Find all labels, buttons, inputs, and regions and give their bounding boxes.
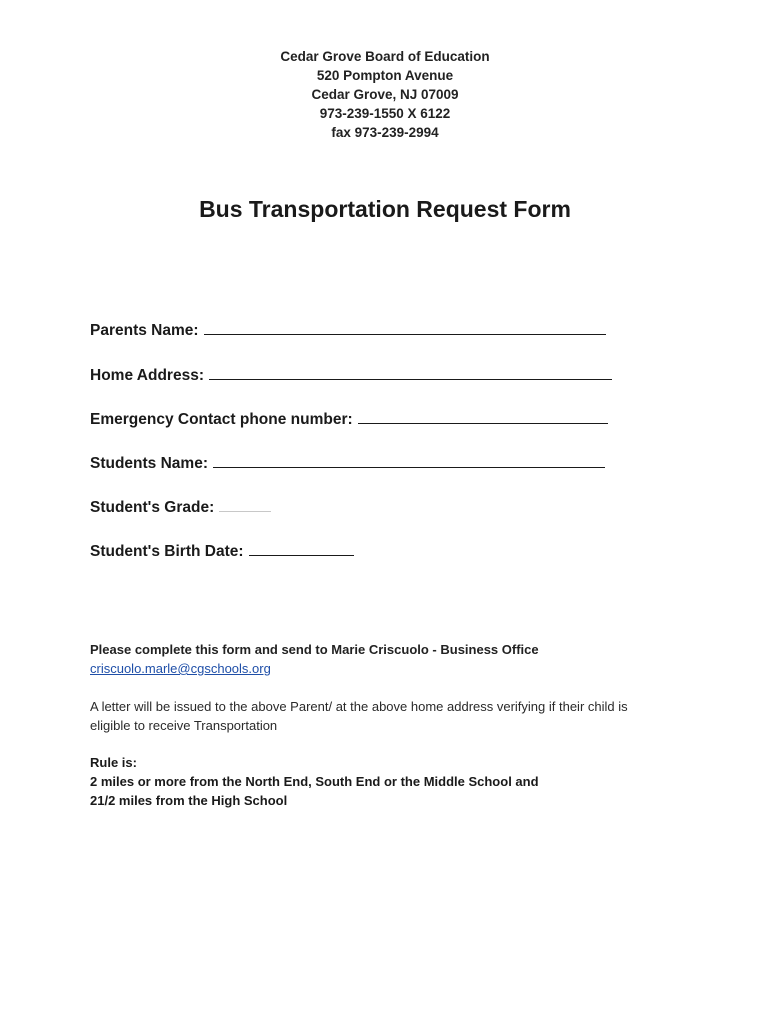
letterhead [0,47,770,142]
home-address-field[interactable] [90,367,612,385]
home-address-label: Home Address: [90,367,204,384]
eligibility-rule [90,753,690,810]
email-link[interactable]: criscuolo.marle@cgschools.org [90,661,271,676]
eligibility-note: A letter will be issued to the above Parent/ at the above home address verifying if their child is eligible to receive Transportation [90,699,628,733]
submission-instructions [90,640,690,678]
phone-number: 973-239-1550 X 6122 [319,106,451,121]
emergency-phone-label: Emergency Contact phone number: [90,411,353,428]
birth-date-field[interactable] [90,543,354,561]
emergency-phone-field[interactable] [90,411,608,429]
org-name: Cedar Grove Board of Education [280,49,490,64]
street-address: 520 Pompton Avenue [316,68,454,83]
home-address-blank[interactable] [209,367,612,380]
city-state-zip: Cedar Grove, NJ 07009 [311,87,459,102]
students-name-field[interactable] [90,455,605,473]
rule-line-1: 2 miles or more from the North End, South End or the Middle School and [90,774,539,789]
students-grade-field[interactable] [90,499,271,517]
fax-number: fax 973-239-2994 [331,125,439,140]
students-grade-label: Student's Grade: [90,499,215,516]
emergency-phone-blank[interactable] [358,411,608,424]
students-name-blank[interactable] [213,455,605,468]
parents-name-field[interactable] [90,322,606,340]
birth-date-blank[interactable] [249,543,354,556]
rule-line-2: 21/2 miles from the High School [90,793,288,808]
parents-name-blank[interactable] [204,322,606,335]
students-name-label: Students Name: [90,455,208,472]
students-grade-blank[interactable] [219,499,271,512]
birth-date-label: Student's Birth Date: [90,543,244,560]
form-title: Bus Transportation Request Form [199,196,571,222]
submission-text: Please complete this form and send to Marie Criscuolo - Business Office [90,642,539,657]
rule-heading: Rule is: [90,755,137,770]
parents-name-label: Parents Name: [90,322,199,339]
